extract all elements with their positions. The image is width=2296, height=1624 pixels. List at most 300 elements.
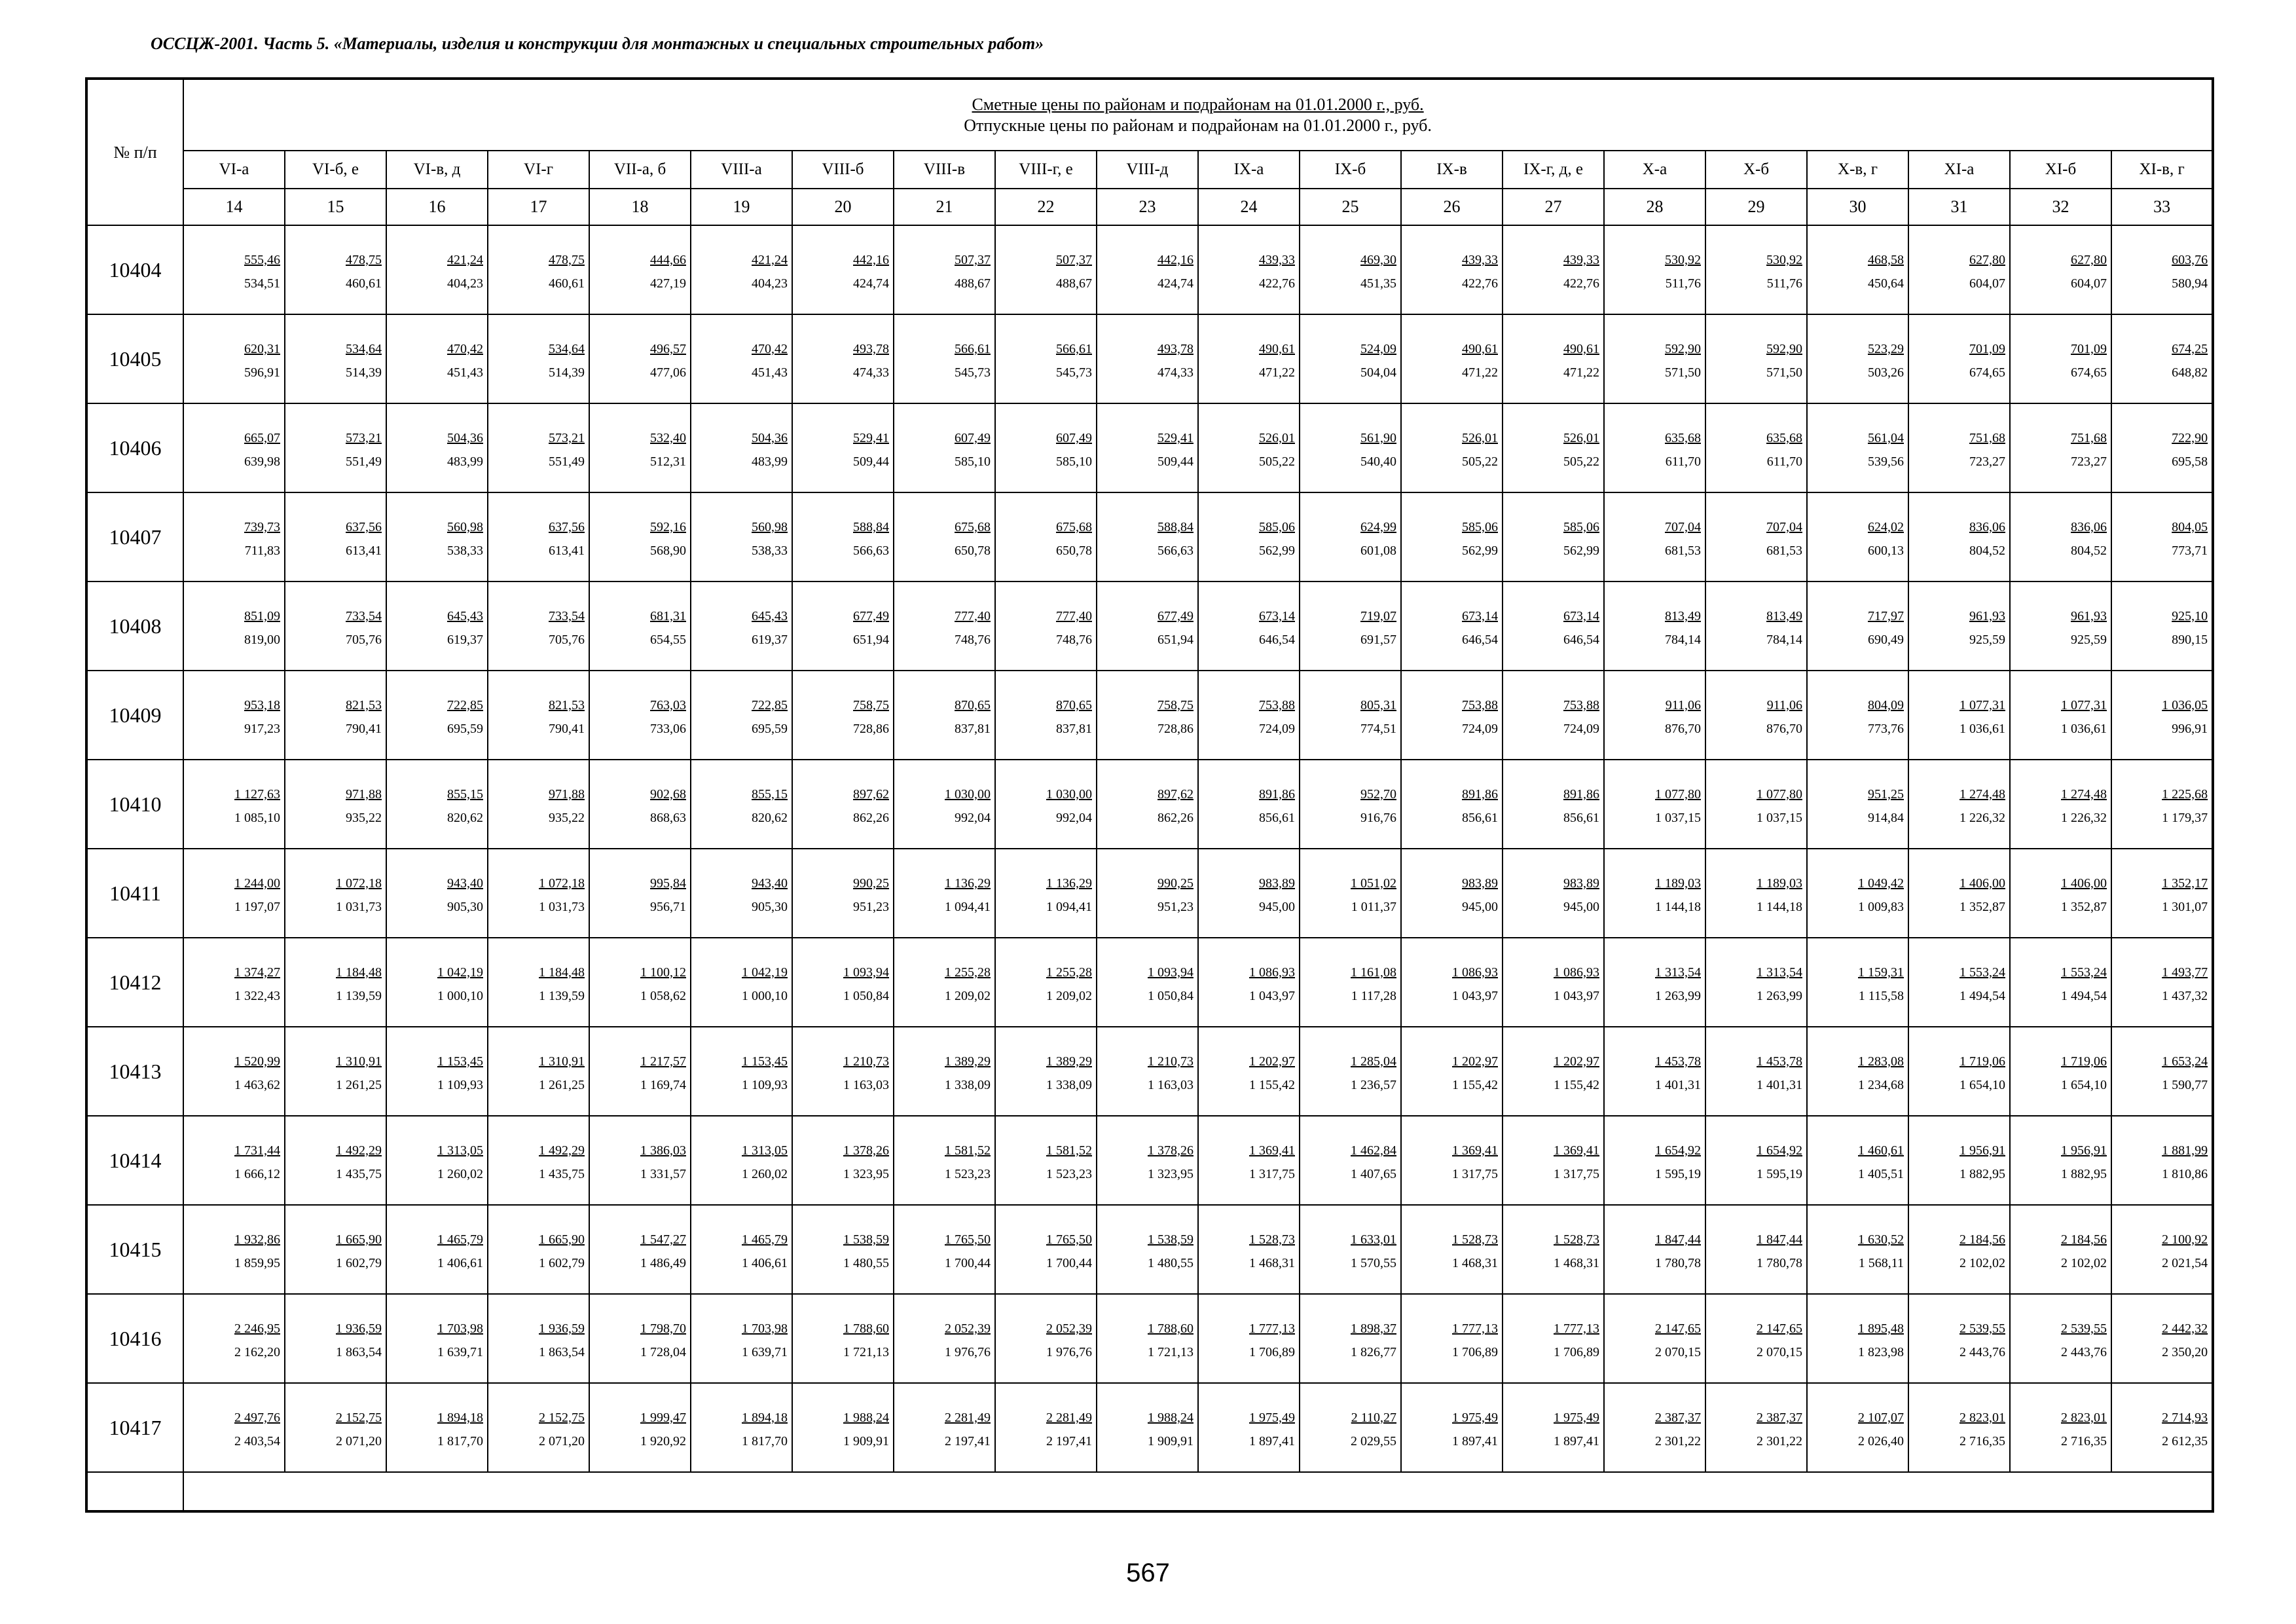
estimate-price: 1 630,52: [1858, 1232, 1904, 1247]
release-price: 1 590,77: [2162, 1078, 2208, 1092]
column-number: 14: [183, 189, 285, 225]
price-cell: [2010, 225, 2111, 314]
price-cell: [1300, 492, 1401, 581]
estimate-price: 673,14: [1462, 609, 1498, 623]
price-cell: [589, 938, 691, 1027]
release-price: 1 468,31: [1249, 1256, 1295, 1270]
release-price: 2 403,54: [234, 1434, 280, 1449]
price-cell: [488, 938, 589, 1027]
release-price: 648,82: [2172, 365, 2208, 380]
price-cell: [2111, 1116, 2213, 1205]
price-cell: [183, 492, 285, 581]
estimate-price: 1 386,03: [640, 1143, 686, 1158]
release-price: 1 728,04: [640, 1345, 686, 1359]
release-price: 424,74: [1157, 276, 1194, 291]
price-cell: [1908, 1116, 2010, 1205]
estimate-price: 561,04: [1868, 431, 1904, 445]
price-cell: [1401, 314, 1503, 403]
price-cell: [1300, 225, 1401, 314]
release-price: 2 197,41: [945, 1434, 991, 1449]
release-price: 1 920,92: [640, 1434, 686, 1449]
price-cell: [894, 1205, 995, 1294]
row-id: 10406: [86, 403, 183, 492]
price-cell: [1401, 938, 1503, 1027]
release-price: 1 480,55: [1148, 1256, 1194, 1270]
price-cell: [1503, 1383, 1604, 1472]
document-title: ОССЦЖ-2001. Часть 5. «Материалы, изделия и конструкции для монтажных и специальных строительных работ»: [151, 34, 1044, 53]
price-cell: [2010, 1027, 2111, 1116]
estimate-price: 701,09: [2071, 342, 2107, 356]
price-cell: [1604, 1294, 1705, 1383]
price-cell: [691, 492, 792, 581]
column-number: 20: [792, 189, 894, 225]
table-row: [86, 1383, 2213, 1472]
estimate-price: 1 369,41: [1249, 1143, 1295, 1158]
estimate-price: 1 553,24: [2061, 965, 2107, 980]
release-price: 1 859,95: [234, 1256, 280, 1270]
release-price: 1 639,71: [437, 1345, 483, 1359]
price-cell: [386, 849, 488, 938]
release-price: 784,14: [1665, 633, 1701, 647]
estimate-price: 504,36: [447, 431, 483, 445]
release-price: 566,63: [1157, 544, 1194, 558]
release-price: 1 435,75: [539, 1167, 585, 1181]
price-cell: [1097, 938, 1198, 1027]
estimate-price: 1 077,80: [1655, 787, 1701, 802]
estimate-price: 561,90: [1360, 431, 1396, 445]
price-cell: [386, 1383, 488, 1472]
page-number: 567: [1126, 1559, 1170, 1587]
price-cell: [894, 225, 995, 314]
release-price: 488,67: [1056, 276, 1092, 291]
row-id: 10414: [86, 1116, 183, 1205]
price-cell: [386, 1294, 488, 1383]
release-price: 1 261,25: [336, 1078, 382, 1092]
region-header: VIII-б: [792, 151, 894, 189]
release-price: 651,94: [1157, 633, 1194, 647]
estimate-price: 753,88: [1259, 698, 1295, 712]
price-cell: [2010, 1116, 2111, 1205]
release-price: 935,22: [549, 811, 585, 825]
price-cell: [1908, 671, 2010, 760]
price-cell: [894, 1383, 995, 1472]
price-cell: [488, 1027, 589, 1116]
price-cell: [1908, 1294, 2010, 1383]
release-price: 483,99: [752, 454, 788, 469]
release-price: 1 407,65: [1351, 1167, 1396, 1181]
release-price: 1 523,23: [1046, 1167, 1092, 1181]
row-number-header: № п/п: [86, 79, 183, 225]
release-price: 695,59: [752, 722, 788, 736]
release-price: 1 897,41: [1452, 1434, 1498, 1449]
release-price: 619,37: [752, 633, 788, 647]
price-cell: [1807, 314, 1908, 403]
estimate-price: 1 093,94: [1148, 965, 1194, 980]
release-price: 566,63: [853, 544, 889, 558]
release-price: 511,76: [1665, 276, 1701, 291]
estimate-price: 911,06: [1665, 698, 1701, 712]
table-row: [86, 1294, 2213, 1383]
release-price: 1 197,07: [234, 900, 280, 914]
release-price: 477,06: [650, 365, 686, 380]
region-header: VIII-в: [894, 151, 995, 189]
release-price: 1 706,89: [1249, 1345, 1295, 1359]
estimate-price: 753,88: [1462, 698, 1498, 712]
release-price: 1 909,91: [1148, 1434, 1194, 1449]
estimate-price: 635,68: [1665, 431, 1701, 445]
row-id: 10411: [86, 849, 183, 938]
estimate-price: 733,54: [346, 609, 382, 623]
estimate-price: 1 077,80: [1757, 787, 1802, 802]
price-cell: [1198, 225, 1300, 314]
price-cell: [691, 760, 792, 849]
estimate-price: 1 788,60: [843, 1321, 889, 1336]
release-price: 1 463,62: [234, 1078, 280, 1092]
release-price: 511,76: [1766, 276, 1802, 291]
estimate-price: 1 030,00: [945, 787, 991, 802]
release-price: 992,04: [955, 811, 991, 825]
release-price: 1 780,78: [1655, 1256, 1701, 1270]
price-cell: [488, 1205, 589, 1294]
price-cell: [995, 1116, 1097, 1205]
release-price: 1 654,10: [1959, 1078, 2005, 1092]
release-price: 571,50: [1665, 365, 1701, 380]
price-cell: [691, 938, 792, 1027]
price-cell: [183, 760, 285, 849]
price-cell: [894, 1116, 995, 1205]
release-price: 545,73: [1056, 365, 1092, 380]
release-price: 1 109,93: [437, 1078, 483, 1092]
price-cell: [1300, 849, 1401, 938]
price-cell: [1807, 1294, 1908, 1383]
estimate-price: 2 497,76: [234, 1411, 280, 1425]
price-cell: [2111, 1027, 2213, 1116]
price-cell: [1705, 1294, 1807, 1383]
release-price: 1 144,18: [1757, 900, 1802, 914]
price-cell: [1503, 1205, 1604, 1294]
region-header: IX-г, д, е: [1503, 151, 1604, 189]
release-price: 1 401,31: [1655, 1078, 1701, 1092]
release-price: 876,70: [1766, 722, 1802, 736]
estimate-price: 1 313,05: [437, 1143, 483, 1158]
column-number: 23: [1097, 189, 1198, 225]
price-cell: [894, 849, 995, 938]
price-cell: [995, 225, 1097, 314]
price-cell: [792, 1116, 894, 1205]
price-cell: [183, 314, 285, 403]
price-cell: [1604, 671, 1705, 760]
price-cell: [1198, 314, 1300, 403]
estimate-price: 421,24: [447, 253, 483, 267]
table-row: [86, 492, 2213, 581]
release-price: 514,39: [549, 365, 585, 380]
price-cell: [1503, 225, 1604, 314]
release-price: 2 197,41: [1046, 1434, 1092, 1449]
column-number: 29: [1705, 189, 1807, 225]
estimate-price: 2 184,56: [1959, 1232, 2005, 1247]
estimate-price: 673,14: [1563, 609, 1599, 623]
release-price: 562,99: [1563, 544, 1599, 558]
price-cell: [1503, 403, 1604, 492]
price-cell: [2010, 492, 2111, 581]
price-cell: [1300, 403, 1401, 492]
estimate-price: 1 049,42: [1858, 876, 1904, 891]
price-cell: [1503, 671, 1604, 760]
price-cell: [1198, 760, 1300, 849]
release-price: 450,64: [1868, 276, 1904, 291]
release-price: 1 468,31: [1554, 1256, 1599, 1270]
price-cell: [285, 1116, 386, 1205]
release-price: 571,50: [1766, 365, 1802, 380]
estimate-price: 836,06: [1969, 520, 2005, 534]
price-cell: [488, 760, 589, 849]
estimate-price: 1 086,93: [1249, 965, 1295, 980]
estimate-price: 813,49: [1766, 609, 1802, 623]
release-price: 1 043,97: [1452, 989, 1498, 1003]
release-price: 1 000,10: [437, 989, 483, 1003]
estimate-price: 2 110,27: [1351, 1411, 1396, 1425]
estimate-price: 677,49: [853, 609, 889, 623]
release-price: 1 226,32: [2061, 811, 2107, 825]
release-price: 804,52: [2071, 544, 2107, 558]
price-cell: [1097, 671, 1198, 760]
column-number: 30: [1807, 189, 1908, 225]
estimate-price: 1 244,00: [234, 876, 280, 891]
price-cell: [589, 671, 691, 760]
release-price: 534,51: [244, 276, 280, 291]
release-price: 723,27: [2071, 454, 2107, 469]
price-cell: [894, 1027, 995, 1116]
release-price: 2 350,20: [2162, 1345, 2208, 1359]
price-cell: [691, 1383, 792, 1472]
price-cell: [386, 671, 488, 760]
estimate-price: 1 153,45: [437, 1054, 483, 1069]
estimate-price: 1 777,13: [1554, 1321, 1599, 1336]
estimate-price: 1 100,12: [640, 965, 686, 980]
price-cell: [995, 849, 1097, 938]
estimate-price: 851,09: [244, 609, 280, 623]
release-price: 2 102,02: [2061, 1256, 2107, 1270]
estimate-price: 1 189,03: [1655, 876, 1701, 891]
release-price: 545,73: [955, 365, 991, 380]
price-cell: [1705, 581, 1807, 671]
estimate-price: 1 777,13: [1452, 1321, 1498, 1336]
estimate-price: 2 539,55: [1959, 1321, 2005, 1336]
estimate-price: 490,61: [1563, 342, 1599, 356]
release-price: 1 406,61: [437, 1256, 483, 1270]
estimate-price: 1 894,18: [437, 1411, 483, 1425]
estimate-price: 592,90: [1665, 342, 1701, 356]
estimate-price: 777,40: [1056, 609, 1092, 623]
estimate-price: 707,04: [1665, 520, 1701, 534]
release-price: 914,84: [1868, 811, 1904, 825]
release-price: 1 260,02: [742, 1167, 788, 1181]
release-price: 504,04: [1360, 365, 1396, 380]
price-cell: [1097, 1383, 1198, 1472]
row-id: 10410: [86, 760, 183, 849]
release-price: 1 700,44: [1046, 1256, 1092, 1270]
release-price: 1 863,54: [336, 1345, 382, 1359]
estimate-price: 971,88: [549, 787, 585, 802]
price-cell: [2111, 938, 2213, 1027]
estimate-price: 637,56: [549, 520, 585, 534]
price-cell: [1604, 1205, 1705, 1294]
estimate-price: 1 665,90: [539, 1232, 585, 1247]
estimate-price: 607,49: [1056, 431, 1092, 445]
price-cell: [2010, 314, 2111, 403]
price-cell: [1604, 581, 1705, 671]
estimate-price: 2 107,07: [1858, 1411, 1904, 1425]
estimate-price: 588,84: [1157, 520, 1194, 534]
price-cell: [2010, 403, 2111, 492]
estimate-price: 1 975,49: [1249, 1411, 1295, 1425]
price-cell: [995, 1027, 1097, 1116]
estimate-price: 470,42: [447, 342, 483, 356]
row-id: 10413: [86, 1027, 183, 1116]
release-price: 2 716,35: [2061, 1434, 2107, 1449]
estimate-price: 717,97: [1868, 609, 1904, 623]
estimate-price: 995,84: [650, 876, 686, 891]
price-cell: [792, 760, 894, 849]
release-price: 488,67: [955, 276, 991, 291]
estimate-price: 1 988,24: [1148, 1411, 1194, 1425]
estimate-price: 1 493,77: [2162, 965, 2208, 980]
price-cell: [285, 492, 386, 581]
release-price: 1 179,37: [2162, 811, 2208, 825]
estimate-price: 1 274,48: [2061, 787, 2107, 802]
estimate-price: 526,01: [1563, 431, 1599, 445]
estimate-price: 1 093,94: [843, 965, 889, 980]
estimate-price: 758,75: [853, 698, 889, 712]
price-cell: [2111, 492, 2213, 581]
estimate-price: 493,78: [1157, 342, 1194, 356]
estimate-price: 722,90: [2172, 431, 2208, 445]
price-cell: [1705, 938, 1807, 1027]
estimate-price: 1 127,63: [234, 787, 280, 802]
release-price: 585,10: [955, 454, 991, 469]
release-price: 505,22: [1563, 454, 1599, 469]
table-row: [86, 581, 2213, 671]
release-price: 748,76: [955, 633, 991, 647]
price-cell: [1705, 671, 1807, 760]
estimate-price: 1 936,59: [336, 1321, 382, 1336]
estimate-price: 624,99: [1360, 520, 1396, 534]
release-price: 404,23: [752, 276, 788, 291]
estimate-price: 961,93: [1969, 609, 2005, 623]
estimate-price: 1 210,73: [1148, 1054, 1194, 1069]
estimate-price: 821,53: [346, 698, 382, 712]
estimate-price: 2 184,56: [2061, 1232, 2107, 1247]
estimate-price: 870,65: [1056, 698, 1092, 712]
row-id: 10417: [86, 1383, 183, 1472]
release-price: 774,51: [1360, 722, 1396, 736]
estimate-price: 2 714,93: [2162, 1411, 2208, 1425]
release-price: 992,04: [1056, 811, 1092, 825]
price-cell: [285, 849, 386, 938]
estimate-price: 1 528,73: [1249, 1232, 1295, 1247]
release-price: 1 700,44: [945, 1256, 991, 1270]
price-cell: [285, 1294, 386, 1383]
region-header: VI-а: [183, 151, 285, 189]
price-cell: [1503, 760, 1604, 849]
release-price: 654,55: [650, 633, 686, 647]
price-cell: [995, 938, 1097, 1027]
price-cell: [386, 760, 488, 849]
release-price: 1 236,57: [1351, 1078, 1396, 1092]
release-price: 460,61: [549, 276, 585, 291]
price-cell: [183, 849, 285, 938]
price-cell: [1807, 492, 1908, 581]
release-price: 580,94: [2172, 276, 2208, 291]
release-price: 2 301,22: [1757, 1434, 1802, 1449]
price-cell: [2010, 849, 2111, 938]
release-price: 2 070,15: [1757, 1345, 1802, 1359]
price-cell: [1300, 1383, 1401, 1472]
release-price: 1 117,28: [1351, 989, 1396, 1003]
release-price: 427,19: [650, 276, 686, 291]
price-cell: [183, 225, 285, 314]
release-price: 1 058,62: [640, 989, 686, 1003]
release-price: 1 036,61: [1959, 722, 2005, 736]
release-price: 650,78: [955, 544, 991, 558]
price-cell: [1503, 1294, 1604, 1383]
estimate-price: 681,31: [650, 609, 686, 623]
estimate-price: 526,01: [1259, 431, 1295, 445]
column-number: 26: [1401, 189, 1503, 225]
price-cell: [1300, 1294, 1401, 1383]
release-price: 1 595,19: [1655, 1167, 1701, 1181]
estimate-price: 1 936,59: [539, 1321, 585, 1336]
price-cell: [1604, 314, 1705, 403]
price-cell: [1401, 1027, 1503, 1116]
release-price: 724,09: [1563, 722, 1599, 736]
estimate-price: 627,80: [2071, 253, 2107, 267]
release-price: 1 209,02: [945, 989, 991, 1003]
estimate-price: 1 036,05: [2162, 698, 2208, 712]
price-cell: [894, 938, 995, 1027]
price-cell: [1604, 760, 1705, 849]
release-price: 1 338,09: [1046, 1078, 1092, 1092]
release-price: 1 163,03: [843, 1078, 889, 1092]
estimate-price: 2 152,75: [336, 1411, 382, 1425]
price-cell: [1198, 1205, 1300, 1294]
price-cell: [1198, 581, 1300, 671]
estimate-price: 1 255,28: [1046, 965, 1092, 980]
column-number: 24: [1198, 189, 1300, 225]
release-price: 1 882,95: [1959, 1167, 2005, 1181]
estimate-price: 478,75: [346, 253, 382, 267]
estimate-price-title: Сметные цены по районам и подрайонам на 01.01.2000 г., руб.: [972, 94, 1424, 114]
estimate-price: 961,93: [2071, 609, 2107, 623]
price-cell: [183, 671, 285, 760]
column-number: 17: [488, 189, 589, 225]
release-price: 1 037,15: [1655, 811, 1701, 825]
estimate-price: 951,25: [1868, 787, 1904, 802]
release-price: 460,61: [346, 276, 382, 291]
estimate-price: 2 052,39: [945, 1321, 991, 1336]
release-price: 862,26: [853, 811, 889, 825]
estimate-price: 1 274,48: [1959, 787, 2005, 802]
estimate-price: 855,15: [752, 787, 788, 802]
estimate-price: 677,49: [1157, 609, 1194, 623]
estimate-price: 592,16: [650, 520, 686, 534]
release-price: 1 568,11: [1858, 1256, 1904, 1270]
row-id: 10416: [86, 1294, 183, 1383]
estimate-price: 624,02: [1868, 520, 1904, 534]
release-price: 1 654,10: [2061, 1078, 2107, 1092]
price-cell: [1807, 938, 1908, 1027]
estimate-price: 421,24: [752, 253, 788, 267]
